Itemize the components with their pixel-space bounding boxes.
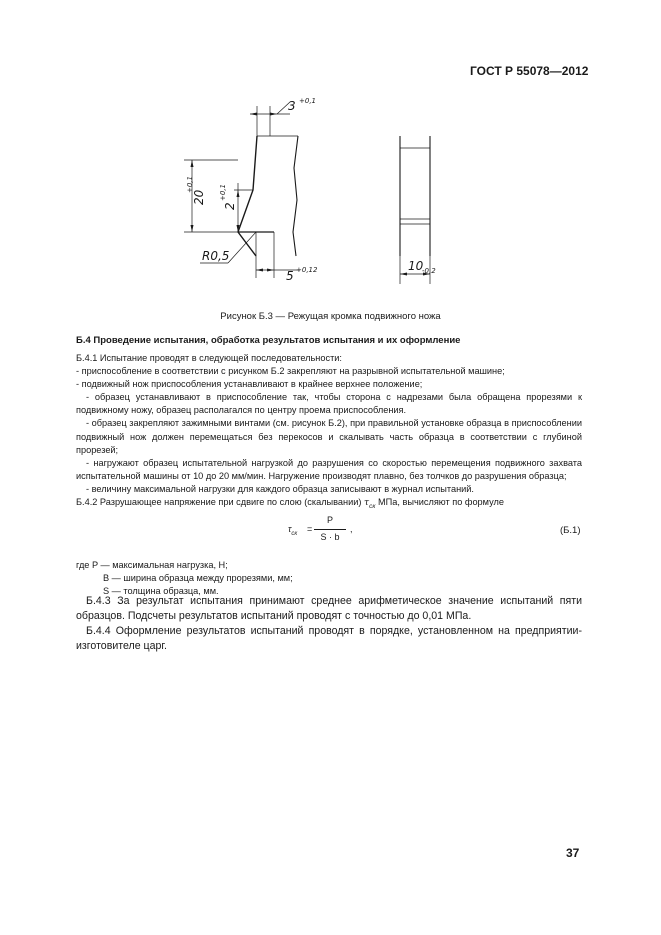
formula-fraction — [314, 514, 346, 544]
paragraph-b43: Б.4.3 За результат испытания принимают среднее арифметическое значение испытаний пяти образцов. Подсчеты результатов испытаний проводят с точностью до 0,01 МПа. — [76, 595, 582, 622]
blade-drawing — [170, 88, 450, 298]
section-heading: Б.4 Проведение испытания, обработка результатов испытания и их оформление — [76, 335, 461, 346]
svg-text:-0,2: -0,2 — [422, 267, 436, 275]
page-number: 37 — [566, 846, 580, 860]
svg-text:5: 5 — [286, 269, 294, 283]
blade-side-view — [400, 136, 436, 284]
list-item: - нагружают образец испытательной нагрузкой до разрушения со скоростью перемещения подвижного захвата испытательной машины от 10 до 20 мм/мин. Нагружение производят плавно, без толчков до разрушения образца; — [76, 457, 582, 481]
paragraph-b42 — [76, 496, 582, 513]
where-p: где P — максимальная нагрузка, Н; — [76, 560, 228, 570]
where-block — [76, 559, 582, 598]
standard-header: ГОСТ Р 55078—2012 — [470, 64, 589, 78]
blade-profile-view — [184, 97, 318, 283]
formula-b1 — [276, 514, 396, 548]
list-item: - величину максимальной нагрузки для каждого образца записывают в журнал испытаний. — [86, 483, 474, 494]
paragraph-b42-text: Б.4.2 Разрушающее напряжение при сдвиге по слою (скалывании) — [76, 497, 362, 508]
svg-text:+0,1: +0,1 — [299, 97, 316, 105]
where-b: B — ширина образца между прорезями, мм; — [103, 573, 293, 584]
list-item: - подвижный нож приспособления устанавливают в крайнее верхнее положение; — [76, 379, 423, 390]
fraction-bar — [314, 529, 346, 530]
formula-numerator: P — [326, 515, 333, 525]
list-item: - приспособление в соответствии с рисунком Б.2 закрепляют на разрывной испытательной машине; — [76, 366, 505, 377]
figure-caption: Рисунок Б.3 — Режущая кромка подвижного ножа — [220, 311, 441, 322]
formula-comma: , — [350, 524, 353, 534]
formula-number: (Б.1) — [560, 525, 581, 536]
formula-denominator: S · b — [320, 532, 340, 542]
svg-text:3: 3 — [288, 99, 296, 113]
paragraph-b44: Б.4.4 Оформление результатов испытаний проводят в порядке, установленном на предприятии-изготовителе царг. — [76, 625, 582, 652]
paragraph-b42-tail: МПа, вычисляют по формуле — [378, 497, 504, 508]
procedure-block — [76, 352, 582, 513]
svg-text:10: 10 — [408, 259, 424, 273]
tau-symbol: τ — [364, 497, 370, 509]
tau-subscript: ск — [369, 502, 376, 510]
list-item: - образец закрепляют зажимными винтами (см. рисунок Б.2), при правильной установке образца в приспособлении подвижный нож должен перемещаться без перекосов и скалывать часть образца в соответствии с глубиной прорезей; — [76, 418, 582, 455]
svg-text:+0,12: +0,12 — [296, 266, 318, 274]
formula-equals: = — [307, 524, 313, 534]
results-block — [76, 594, 582, 654]
svg-text:R0,5: R0,5 — [202, 249, 230, 263]
svg-text:+0,1: +0,1 — [186, 176, 194, 193]
list-item: - образец устанавливают в приспособление так, чтобы сторона с надрезами была обращена прорезями к подвижному ножу, образец располагался по центру проема приспособления. — [76, 392, 582, 416]
svg-text:2: 2 — [223, 202, 237, 210]
paragraph-b41: Б.4.1 Испытание проводят в следующей последовательности: — [76, 353, 342, 363]
where-s: S — толщина образца, мм. — [103, 586, 219, 597]
svg-text:+0,1: +0,1 — [219, 184, 227, 201]
svg-text:20: 20 — [192, 189, 206, 205]
formula-lhs: $\tau_{ск}$ — [288, 524, 298, 537]
